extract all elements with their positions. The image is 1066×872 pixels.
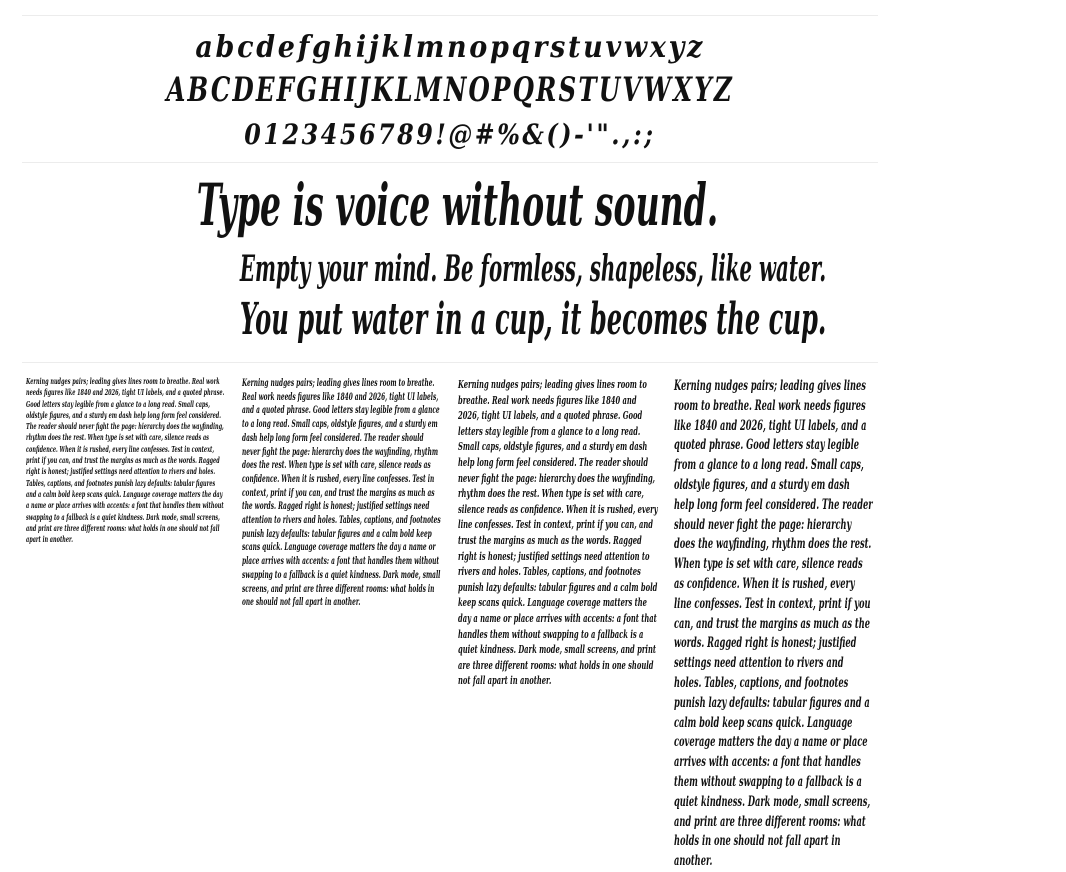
glyph-row-figures [0,117,900,153]
body-paragraph-xlarge: Kerning nudges pairs; leading gives lines room to breathe. Real work needs figures like 1840 and 2026, tight UI labels, and a quoted phrase. Good letters stay legible from a glance to a long read. Small caps, oldstyle figures, and a sturdy em dash help long form feel considered. The reader should never fight the page: hierarchy does the wayfinding, rhythm does the rest. When type is set with care, silence reads as confidence. When it is rushed, every line confesses. Test in context, print if you can, and trust the margins as much as the words. Ragged right is honest; justified settings need attention to rivers and holes. Tables, captions, and footnotes punish lazy defaults: tabular figures and a calm bold keep scans quick. Language coverage matters the day a name or place arrives with accents: a font that handles them without swapping to a fallback is a quiet kindness. Dark mode, small screens, and print are three different rooms: what holds in one should not fall apart in another. [674,378,873,870]
figure-glyphs: 0123456789!@#%&()-'".,:; [244,118,656,151]
body-paragraph-small: Kerning nudges pairs; leading gives lines room to breathe. Real work needs figures like 1840 and 2026, tight UI labels, and a quoted phrase. Good letters stay legible from a glance to a long read. Small caps, oldstyle figures, and a sturdy em dash help long form feel considered. The reader should never fight the page: hierarchy does the wayfinding, rhythm does the rest. When type is set with care, silence reads as confidence. When it is rushed, every line confesses. Test in context, print if you can, and trust the margins as much as the words. Ragged right is honest; justified settings need attention to rivers and holes. Tables, captions, and footnotes punish lazy defaults: tabular figures and a calm bold keep scans quick. Language coverage matters the day a name or place arrives with accents: a font that handles them without swapping to a fallback is a quiet kindness. Dark mode, small screens, and print are three different rooms: what holds in one should not fall apart in another. [26,377,225,546]
headline-row-2 [0,248,900,290]
glyph-row-lowercase [0,30,900,66]
top-divider [22,15,878,16]
body-paragraph-large: Kerning nudges pairs; leading gives lines room to breathe. Real work needs figures like 1840 and 2026, tight UI labels, and a quoted phrase. Good letters stay legible from a glance to a long read. Small caps, oldstyle figures, and a sturdy em dash help long form feel considered. The reader should never fight the page: hierarchy does the wayfinding, rhythm does the rest. When type is set with care, silence reads as confidence. When it is rushed, every line confesses. Test in context, print if you can, and trust the margins as much as the words. Ragged right is honest; justified settings need attention to rivers and holes. Tables, captions, and footnotes punish lazy defaults: tabular figures and a calm bold keep scans quick. Language coverage matters the day a name or place arrives with accents: a font that handles them without swapping to a fallback is a quiet kindness. Dark mode, small screens, and print are three different rooms: what holds in one should not fall apart in another. [458,377,658,688]
headline-2: Empty your mind. Be formless, shapeless, like water. [239,248,827,290]
headline-row-3 [0,295,900,345]
uppercase-glyphs: ABCDEFGHIJKLMNOPQRSTUVWXYZ [166,70,734,110]
headline-1: Type is voice without sound. [196,171,719,239]
headline-row-1 [0,172,900,238]
lowercase-glyphs: abcdefghijklmnopqrstuvwxyz [195,30,705,65]
glyph-row-uppercase [0,70,900,110]
body-paragraph-medium: Kerning nudges pairs; leading gives lines room to breathe. Real work needs figures like 1840 and 2026, tight UI labels, and a quoted phrase. Good letters stay legible from a glance to a long read. Small caps, oldstyle figures, and a sturdy em dash help long form feel considered. The reader should never fight the page: hierarchy does the wayfinding, rhythm does the rest. When type is set with care, silence reads as confidence. When it is rushed, every line confesses. Test in context, print if you can, and trust the margins as much as the words. Ragged right is honest; justified settings need attention to rivers and holes. Tables, captions, and footnotes punish lazy defaults: tabular figures and a calm bold keep scans quick. Language coverage matters the day a name or place arrives with accents: a font that handles them without swapping to a fallback is a quiet kindness. Dark mode, small screens, and print are three different rooms: what holds in one should not fall apart in another. [242,378,441,609]
glyph-divider [22,162,878,163]
text-column-xlarge [674,377,1011,870]
headline-divider [22,362,878,363]
headline-3: You put water in a cup, it becomes the cup. [239,294,827,345]
